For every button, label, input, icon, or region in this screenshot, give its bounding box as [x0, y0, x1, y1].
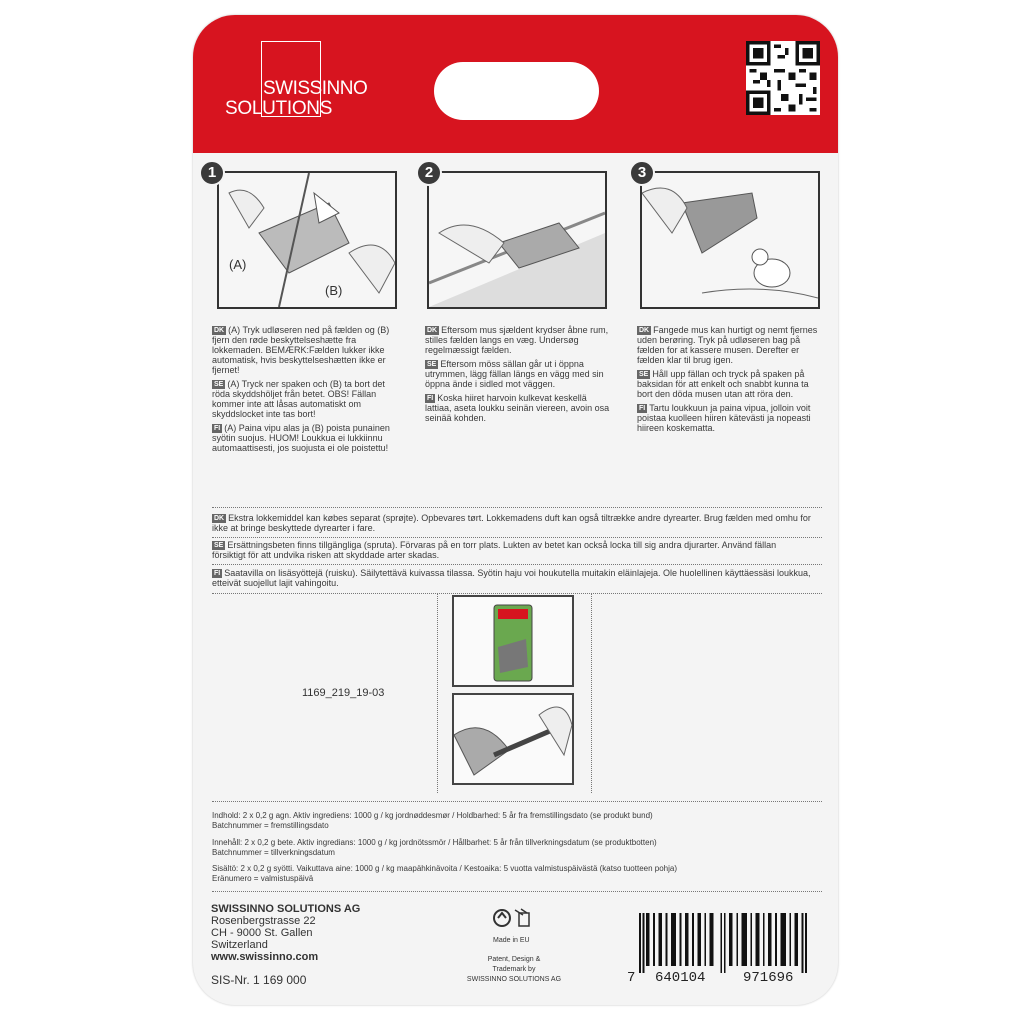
instructions-col-2	[425, 325, 613, 427]
instruction-3-se: Håll upp fällan och tryck på spaken på baksidan för att enkelt och snabbt kunna ta bort den döda musen utan att röra den.	[637, 369, 809, 399]
divider	[437, 593, 438, 793]
logo-text-solutions: SOLUTIONS	[225, 98, 333, 119]
instruction-2-se: Eftersom möss sällan går ut i öppna utrymmen, lägg fällan längs en vägg med sin öppna ände i sidled mot väggen.	[425, 359, 604, 389]
patent-text: Patent, Design & Trademark by SWISSINNO SOLUTIONS AG	[466, 956, 562, 983]
divider	[212, 593, 822, 594]
bait-note-fi: FI Saatavilla on lisäsyöttejä (ruisku). Säilytettävä kuivassa tilassa. Syötin haju voi houkutella muitakin eläinlajeja. Ole huolellinen käyttäessäsi loukkua, etteivät suojellut lajit vahingoitu.	[212, 568, 811, 588]
lang-se-tag: SE	[427, 361, 437, 368]
step-1-illustration	[217, 171, 397, 309]
barcode-icon	[639, 913, 807, 973]
contents-dk: Indhold: 2 x 0,2 g agn. Aktiv ingrediens: 1000 g / kg jordnøddesmør / Holdbarhed: 5 år fra fremstillingsdato (se produkt bund) Batchnummer = fremstillingsdato	[212, 811, 653, 830]
instructions-col-1	[212, 325, 402, 457]
lang-fi-tag: FI	[639, 405, 646, 412]
instruction-2-fi: Koska hiiret harvoin kulkevat keskellä lattiaa, aseta loukku seinän viereen, avoin osa seinää kohden.	[425, 393, 610, 423]
divider	[212, 537, 822, 538]
lang-fi-tag: FI	[214, 570, 221, 577]
packaging-card: SWISSINNO SOLUTIONS (A) (B) 1 2 3 DK (A) Tryk udløseren ned på fælden og (B) fjern den røde beskyttelseshætte fra lokkemaden. BEMÆRK:Fælden lukker ikke automatisk, hvis beskyttelseshætten ikke er fjernet! SE (A) Tryck ner spaken och (B) ta bort det röda skyddshöljet från betet. OBS! Fällan kommer inte att låsas automatiskt om skyddslocket inte tas bort! FI (A) Paina vipu alas ja (B) poista punainen syötin suojus. HUOM! Loukkua ei lukkiinnu automaattisesti, jos suojusta ei ole poistettu! DK Eftersom mus sjældent krydser åbne rum, stilles fælden langs en væg. Undersøg regelmæssigt fælden. SE Eftersom möss sällan går ut i öppna utrymmen, lägg fällan längs en vägg med sin öppna ände i sidled mot väggen. FI Koska hiiret harvoin kulkevat keskellä lattiaa, aseta loukku seinän viereen, avoin osa seinää kohden. DK Fangede mus kan hurtigt og nemt fjernes uden berøring. Tryk på udløseren bag på fælden for at kassere musen. Derefter er fælden klar til brug igen. SE Håll upp fällan och tryck på spaken på baksidan för att enkelt och snabbt kunna ta bort den döda musen utan att röra den. FI Tartu loukkuun ja paina vipua, jolloin voit poistaa kuolleen hiiren kätevästi ja nopeasti hiireen koskematta. DK Ekstra lokkemiddel kan købes separat (sprøjte). Opbevares tørt. Lokkemadens duft kan også tiltrække andre dyrearter. Brug fælden med omhu for ikke at bringe beskyttede dyrearter i fare. SE Ersättningsbeten finns tillgängliga (spruta). Förvaras på en torr plats. Lukten av betet kan också locka till sig andra djurarter. Använd fällan försiktigt för att undvika risken att skyddade arter skadas. FI Saatavilla on lisäsyöttejä (ruisku). Säilytettävä kuivassa tilassa. Syötin haju voi houkutella muitakin eläinlajeja. Ole huolellinen käyttäessäsi loukkua, etteivät suojellut lajit vahingoitu. 1169_219_19-03 Indhold: 2 x 0,2 g agn. Aktiv ingrediens: 1000 g / kg jordnøddesmør / Holdbarhed: 5 år fra fremstillingsdato (se produkt bund) Batchnummer = fremstillingsdato Innehåll: 2 x 0,2 g bete. Aktiv ingredians: 1000 g / kg jordnötssmör / Hållbarhet: 5 år från tillverkningsdatum (se produktbotten) Batchnummer = tillverkningsdatum Sisältö: 2 x 0,2 g syötti. Vaikuttava aine: 1000 g / kg maapähkinävoita / Kestoaika: 5 vuotta valmistuspäivästä (katso tuotteen pohja) Eränumero = valmistuspäivä SWISSINNO SOLUTIONS AG Rosenbergstrasse 22 CH - 9000 St. Gallen Switzerland www.swissinno.com SIS-Nr. 1 169 000 Made in EU Patent, Design & Trademark by SWISSINNO SOLUTIONS AG 7 640104 971696	[193, 15, 838, 1005]
step-3-illustration	[640, 171, 820, 309]
divider	[212, 891, 822, 892]
recycle-icon	[493, 907, 533, 929]
trap-hand-icon	[219, 173, 395, 307]
instruction-1-se: (A) Tryck ner spaken och (B) ta bort det röda skyddshöljet från betet. OBS! Fällan kommer inte att låsas automatiskt om skyddslocket inte tas bort!	[212, 379, 385, 419]
step-3-number: 3	[629, 160, 655, 186]
product-package-icon	[454, 597, 572, 685]
instruction-1-dk: (A) Tryk udløseren ned på fælden og (B) fjern den røde beskyttelseshætte fra lokkemaden. BEMÆRK:Fælden lukker ikke automatisk, hvis beskyttelseshætten ikke er fjernet!	[212, 325, 390, 375]
instruction-3-dk: Fangede mus kan hurtigt og nemt fjernes uden berøring. Tryk på udløseren bag på fælden for at kassere musen. Derefter er fælden klar til brug igen.	[637, 325, 818, 365]
step-1-number: 1	[199, 160, 225, 186]
step-2-number: 2	[416, 160, 442, 186]
logo-text-swissinno: SWISSINNO	[263, 78, 368, 99]
step-2-illustration	[427, 171, 607, 309]
instruction-3-fi: Tartu loukkuun ja paina vipua, jolloin voit poistaa kuolleen hiiren kätevästi ja nopeasti hiireen koskematta.	[637, 403, 811, 433]
lang-fi-tag: FI	[214, 425, 221, 432]
instructions-col-3	[637, 325, 825, 437]
trap-on-floor-icon	[429, 173, 605, 307]
contents-se: Innehåll: 2 x 0,2 g bete. Aktiv ingredians: 1000 g / kg jordnötssmör / Hållbarhet: 5 år från tillverkningsdatum (se produktbotten) Batchnummer = tillverkningsdatum	[212, 838, 657, 857]
company-address: SWISSINNO SOLUTIONS AG Rosenbergstrasse 22 CH - 9000 St. Gallen Switzerland www.swissinno.com	[211, 903, 361, 963]
trap-mouse-icon	[642, 173, 818, 307]
lang-se-tag: SE	[214, 542, 224, 549]
lang-se-tag: SE	[214, 381, 224, 388]
label-b: (B)	[325, 283, 343, 298]
divider	[212, 801, 822, 802]
lang-dk-tag: DK	[427, 327, 438, 334]
product-box-image	[452, 595, 574, 687]
sis-number: SIS-Nr. 1 169 000	[211, 973, 307, 987]
lang-dk-tag: DK	[639, 327, 650, 334]
contents-fi: Sisältö: 2 x 0,2 g syötti. Vaikuttava aine: 1000 g / kg maapähkinävoita / Kestoaika: 5 vuotta valmistuspäivästä (katso tuotteen pohja) Eränumero = valmistuspäivä	[212, 864, 678, 883]
hang-hole	[434, 62, 599, 120]
instruction-2-dk: Eftersom mus sjældent krydser åbne rum, stilles fælden langs en væg. Undersøg regelmæssigt fælden.	[425, 325, 609, 355]
lang-se-tag: SE	[639, 371, 649, 378]
divider	[591, 593, 592, 793]
made-in-eu: Made in EU	[493, 937, 530, 944]
bait-syringe-icon	[454, 695, 572, 783]
bait-note-se: SE Ersättningsbeten finns tillgängliga (spruta). Förvaras på en torr plats. Lukten av betet kan också locka till sig andra djurarter. Använd fällan försiktigt för att undvika risken att skyddade arter skadas.	[212, 540, 777, 560]
lang-dk-tag: DK	[214, 327, 225, 334]
divider	[212, 564, 822, 565]
lang-fi-tag: FI	[427, 395, 434, 402]
qr-code	[746, 41, 820, 115]
lang-dk-tag: DK	[214, 515, 225, 522]
product-code: 1169_219_19-03	[302, 687, 385, 699]
divider	[212, 507, 822, 508]
label-a: (A)	[229, 257, 247, 272]
syringe-image	[452, 693, 574, 785]
instruction-1-fi: (A) Paina vipu alas ja (B) poista punainen syötin suojus. HUOM! Loukkua ei lukkiinnu automaattisesti, jos suojusta ei ole poistettu!	[212, 423, 390, 453]
bait-note-dk: DK Ekstra lokkemiddel kan købes separat (sprøjte). Opbevares tørt. Lokkemadens duft kan også tiltrække andre dyrearter. Brug fælden med omhu for ikke at bringe beskyttede dyrearter i fare.	[212, 513, 811, 533]
